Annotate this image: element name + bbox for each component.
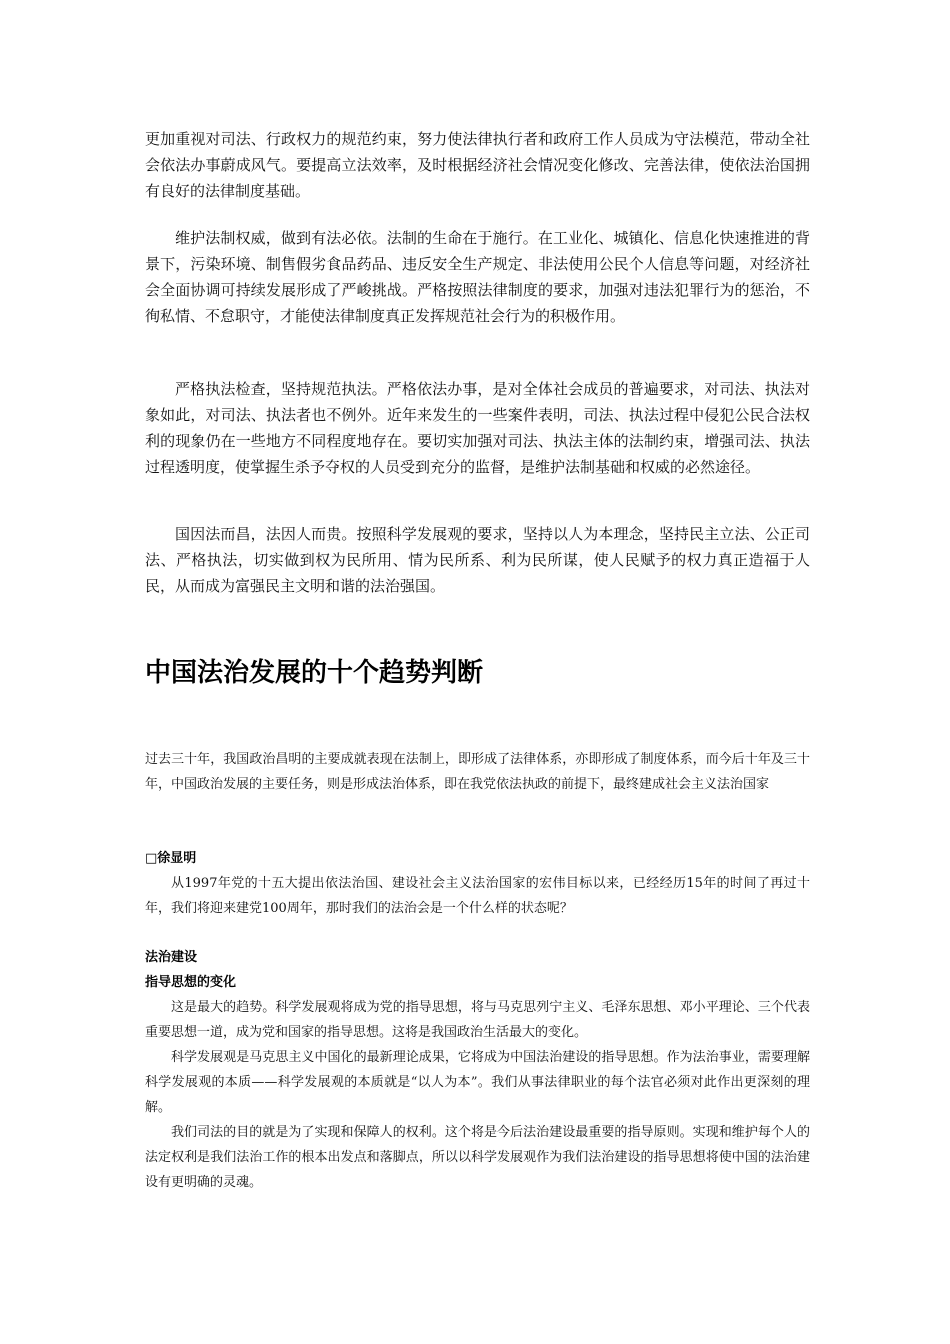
paragraph-law-enforcement: 严格执法检查，坚持规范执法。严格依法办事，是对全体社会成员的普遍要求，对司法、执法对象如此，对司法、执法者也不例外。近年来发生的一些案件表明，司法、执法过程中侵犯公民合法权利的现象仍在一些地方不同程度地存在。要切实加强对司法、执法主体的法制约束，增强司法、执法过程透明度，使掌握生杀予夺权的人员受到充分的监督，是维护法制基础和权威的必然途径。: [145, 380, 810, 476]
paragraph-continued: 更加重视对司法、行政权力的规范约束，努力使法律执行者和政府工作人员成为守法模范，带动全社会依法办事蔚成风气。要提高立法效率，及时根据经济社会情况变化修改、完善法律，使依法治国拥有良好的法律制度基础。: [145, 130, 810, 200]
article-lead: 过去三十年，我国政治昌明的主要成就表现在法制上，即形成了法律体系，亦即形成了制度体系，而今后十年及三十年，中国政治发展的主要任务，则是形成法治体系，即在我党依法执政的前提下，最终建成社会主义法治国家: [145, 752, 810, 792]
article-title: 中国法治发展的十个趋势判断: [145, 658, 484, 688]
body-paragraph-3: 我们司法的目的就是为了实现和保障人的权利。这个将是今后法治建设最重要的指导原则。实现和维护每个人的法定权利是我们法治工作的根本出发点和落脚点，所以以科学发展观作为我们法治建设的指导思想将使中国的法治建设有更明确的灵魂。: [145, 1125, 810, 1190]
body-paragraph-1: 这是最大的趋势。科学发展观将成为党的指导思想，将与马克思列宁主义、毛泽东思想、邓小平理论、三个代表重要思想一道，成为党和国家的指导思想。这将是我国政治生活最大的变化。: [145, 1000, 810, 1040]
paragraph-conclusion: 国因法而昌，法因人而贵。按照科学发展观的要求，坚持以人为本理念，坚持民主立法、公正司法、严格执法，切实做到权为民所用、情为民所系、利为民所谋，使人民赋予的权力真正造福于人民，从而成为富强民主文明和谐的法治强国。: [145, 525, 810, 595]
section-heading-rule-of-law: 法治建设: [145, 950, 198, 965]
article-intro: 从1997年党的十五大提出依法治国、建设社会主义法治国家的宏伟目标以来，已经经历15年的时间了再过十年，我们将迎来建党100周年，那时我们的法治会是一个什么样的状态呢？: [145, 876, 810, 916]
section-heading-guiding-thought: 指导思想的变化: [145, 975, 237, 990]
article-author: □徐显明: [145, 851, 197, 866]
paragraph-legal-authority: 维护法制权威，做到有法必依。法制的生命在于施行。在工业化、城镇化、信息化快速推进的背景下，污染环境、制售假劣食品药品、违反安全生产规定、非法使用公民个人信息等问题，对经济社会全面协调可持续发展形成了严峻挑战。严格按照法律制度的要求，加强对违法犯罪行为的惩治，不徇私情、不怠职守，才能使法律制度真正发挥规范社会行为的积极作用。: [145, 229, 810, 325]
body-paragraph-2: 科学发展观是马克思主义中国化的最新理论成果，它将成为中国法治建设的指导思想。作为法治事业，需要理解科学发展观的本质——科学发展观的本质就是“以人为本”。我们从事法律职业的每个法官必须对此作出更深刻的理解。: [145, 1050, 810, 1115]
